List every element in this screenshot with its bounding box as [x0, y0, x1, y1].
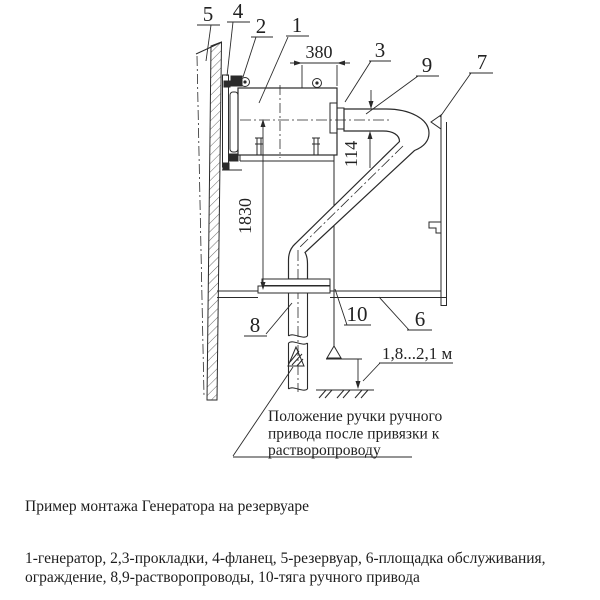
- callout-5: 5: [202, 2, 214, 26]
- dim-range-value: 1,8...2,1 м: [382, 344, 453, 363]
- note-line-1: Положение ручки ручного: [268, 408, 443, 425]
- callouts: [197, 0, 493, 337]
- dimension-handle-height: [356, 344, 454, 389]
- callout-8: 8: [249, 313, 261, 337]
- callout-7: 7: [476, 50, 488, 74]
- note-line-2: привода после привязки к: [268, 425, 440, 443]
- legend-line-2: ограждение, 8,9-растворопроводы, 10-тяга ручного привода: [25, 568, 420, 586]
- dimension-380: [290, 42, 350, 88]
- legend-line-1: 1-генератор, 2,3-прокладки, 4-фланец, 5-резервуар, 6-площадка обслуживания,: [25, 550, 546, 567]
- callout-10: 10: [346, 302, 368, 326]
- callout-9: 9: [421, 53, 433, 77]
- guard-plate: [429, 115, 447, 306]
- figure-title: Пример монтажа Генератора на резервуаре: [25, 498, 310, 515]
- callout-1: 1: [291, 13, 303, 37]
- upper-mortar-pipe: [289, 109, 430, 279]
- figure-legend: [25, 550, 590, 587]
- outlet-flange: [330, 103, 344, 133]
- flange-and-gaskets: [222, 75, 242, 170]
- callout-4: 4: [232, 0, 244, 23]
- callout-3: 3: [374, 38, 386, 62]
- callout-6: 6: [414, 307, 426, 331]
- callout-2: 2: [255, 14, 267, 38]
- reservoir-wall: [196, 42, 222, 400]
- pipe-flange-joint: [258, 279, 330, 293]
- note-line-3: растворопроводу: [268, 442, 381, 459]
- ground-symbol: [316, 390, 374, 398]
- dim-1830-value: 1830: [235, 198, 255, 234]
- dim-380-value: 380: [305, 42, 333, 62]
- hand-drive-handle-mark: [288, 347, 304, 366]
- generator-body: [238, 78, 337, 162]
- dim-114-value: 114: [341, 140, 361, 168]
- handle-position-note: [233, 367, 442, 459]
